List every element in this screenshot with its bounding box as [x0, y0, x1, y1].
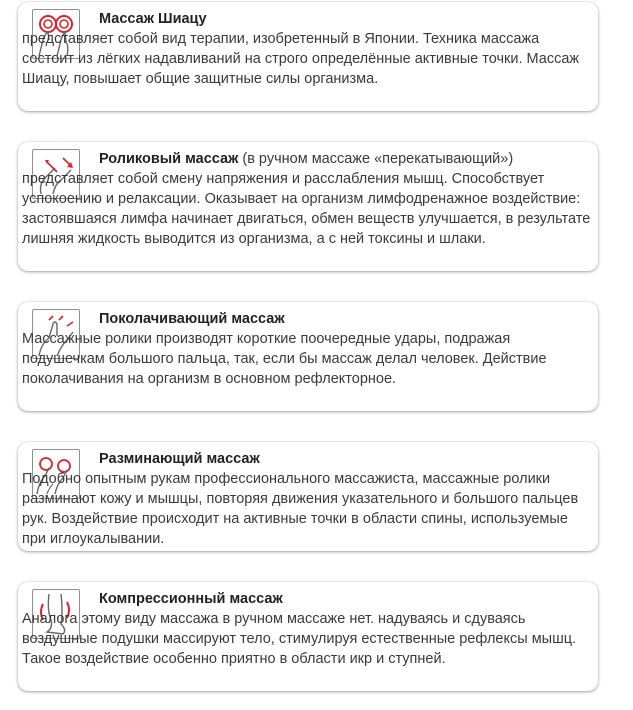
- card-text: [22, 449, 592, 549]
- card-text: [22, 309, 592, 389]
- card-body: Аналога этому виду массажа в ручном массаже нет. надуваясь и сдуваясь воздушные подушки массируют тело, стимулируя естественные рефлексы мышц. Такое воздействие особенно приятно в области икр и ступней.: [22, 611, 577, 667]
- card-title: Массаж Шиацу: [99, 11, 207, 27]
- card-text: [22, 9, 592, 89]
- card-body: Массажные ролики производят короткие поочередные удары, подражая подушечкам большого пальца, так, если бы массаж делал человек. Действие поколачивания на организм в основном рефлекторное.: [22, 331, 547, 387]
- card-text: [22, 149, 592, 249]
- card-title: Разминающий массаж: [99, 451, 260, 467]
- massage-card-compression: [18, 582, 598, 691]
- massage-card-kneading: [18, 442, 598, 551]
- card-title: Поколачивающий массаж: [99, 311, 285, 327]
- massage-card-tapping: [18, 302, 598, 411]
- card-body: представляет собой смену напряжения и расслабления мышц. Способствует успокоению и релаксации. Оказывает на организм лимфодренажное воздействие: застоявшаяся лимфа начинает двигаться, обмен веществ улучшается, в результате лишняя жидкость выводится из организма, а с ней токсины и шлаки.: [22, 171, 591, 247]
- card-body: Подобно опытным рукам профессионального массажиста, массажные ролики разминают кожу и мышцы, повторяя движения указательного и большого пальцев рук. Воздействие происходит на активные точки в области спины, используемые при иглоукалывании.: [22, 471, 579, 547]
- massage-card-shiatsu: [18, 2, 598, 111]
- card-title: Роликовый массаж: [99, 151, 239, 167]
- massage-card-roller: [18, 142, 598, 271]
- card-title: Компрессионный массаж: [99, 591, 283, 607]
- card-body: представляет собой вид терапии, изобретенный в Японии. Техника массажа состоит из лёгких надавливаний на строго определённые активные точки. Массаж Шиацу, повышает общие защитные силы организма.: [22, 31, 580, 87]
- card-title-suffix: (в ручном массаже «перекатывающий»): [238, 151, 514, 167]
- card-text: [22, 589, 592, 669]
